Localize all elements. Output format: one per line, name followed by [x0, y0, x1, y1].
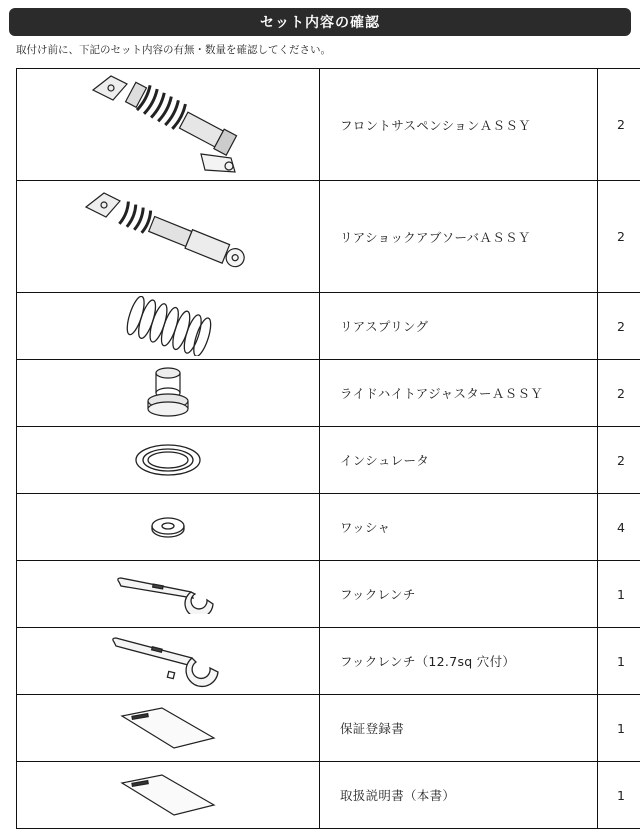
- front-suspension-illustration: [83, 70, 253, 180]
- table-row: [17, 181, 640, 293]
- item-name: リアスプリング: [320, 293, 598, 360]
- item-name: 保証登録書: [320, 695, 598, 762]
- intro-text: 取付け前に、下記のセット内容の有無・数量を確認してください。: [16, 44, 331, 56]
- table-row: [17, 628, 640, 695]
- washer-illustration: [148, 514, 188, 540]
- item-name: リアショックアブソーバＡＳＳＹ: [320, 181, 598, 293]
- item-image-cell: [17, 561, 320, 628]
- table-row: [17, 695, 640, 762]
- item-qty: 1: [598, 762, 640, 829]
- table-row: [17, 69, 640, 181]
- hook-wrench-hole-illustration: [108, 634, 228, 688]
- table-row: [17, 561, 640, 628]
- rear-shock-illustration: [78, 187, 258, 287]
- item-qty: 1: [598, 695, 640, 762]
- parts-table: [16, 68, 640, 829]
- warranty-card-illustration: [118, 706, 218, 750]
- item-image-cell: [17, 360, 320, 427]
- item-name: フロントサスペンションＡＳＳＹ: [320, 69, 598, 181]
- item-image-cell: [17, 494, 320, 561]
- item-qty: 2: [598, 360, 640, 427]
- insulator-illustration: [133, 440, 203, 480]
- table-row: [17, 293, 640, 360]
- adjuster-illustration: [138, 363, 198, 423]
- item-image-cell: [17, 293, 320, 360]
- section-header: [9, 8, 631, 36]
- item-name: フックレンチ（12.7sq 穴付）: [320, 628, 598, 695]
- item-qty: 4: [598, 494, 640, 561]
- table-row: [17, 762, 640, 829]
- item-name: インシュレータ: [320, 427, 598, 494]
- item-qty: 2: [598, 181, 640, 293]
- item-image-cell: [17, 69, 320, 181]
- spring-illustration: [120, 296, 216, 356]
- item-image-cell: [17, 181, 320, 293]
- item-image-cell: [17, 762, 320, 829]
- table-row: [17, 494, 640, 561]
- table-row: [17, 427, 640, 494]
- item-name: ライドハイトアジャスターＡＳＳＹ: [320, 360, 598, 427]
- item-name: ワッシャ: [320, 494, 598, 561]
- item-image-cell: [17, 695, 320, 762]
- section-title: セット内容の確認: [260, 15, 380, 31]
- hook-wrench-illustration: [113, 574, 223, 614]
- table-row: [17, 360, 640, 427]
- item-image-cell: [17, 628, 320, 695]
- instruction-manual-illustration: [118, 773, 218, 817]
- item-name: 取扱説明書（本書）: [320, 762, 598, 829]
- item-qty: 2: [598, 69, 640, 181]
- item-image-cell: [17, 427, 320, 494]
- item-qty: 1: [598, 561, 640, 628]
- item-name: フックレンチ: [320, 561, 598, 628]
- item-qty: 2: [598, 427, 640, 494]
- item-qty: 1: [598, 628, 640, 695]
- item-qty: 2: [598, 293, 640, 360]
